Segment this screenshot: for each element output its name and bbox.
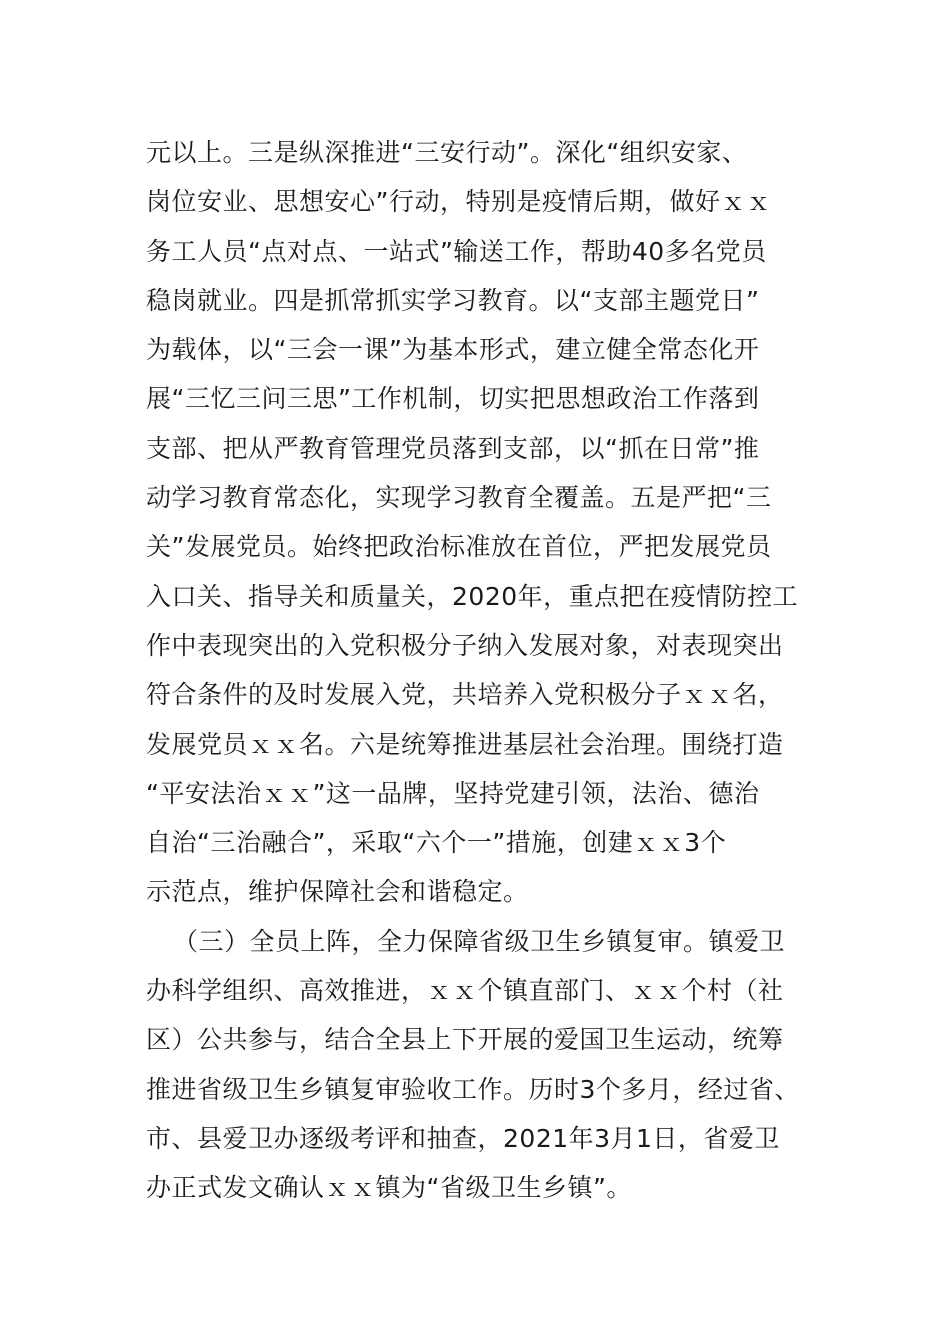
text-line: 元以上。三是纵深推进“三安行动”。深化“组织安家、	[146, 138, 748, 167]
text-line: 示范点，维护保障社会和谐稳定。	[146, 877, 529, 907]
text-line: 岗位安业、思想安心”行动，特别是疫情后期，做好ｘｘ	[146, 187, 772, 217]
text-line: 作中表现突出的入党积极分子纳入发展对象，对表现突出	[146, 630, 784, 660]
text-line: 办科学组织、高效推进，ｘｘ个镇直部门、ｘｘ个村（社	[146, 976, 784, 1006]
text-line: 自治“三治融合”，采取“六个一”措施，创建ｘｘ3个	[146, 828, 727, 858]
text-line: 区）公共参与，结合全县上下开展的爱国卫生运动，统筹	[146, 1025, 784, 1055]
text-line: 支部、把从严教育管理党员落到支部，以“抓在日常”推	[146, 433, 760, 463]
text-line: 入口关、指导关和质量关，2020年，重点把在疫情防控工	[146, 581, 799, 611]
text-line: 推进省级卫生乡镇复审验收工作。历时3个多月，经过省、	[146, 1074, 800, 1104]
text-line: 市、县爱卫办逐级考评和抽查，2021年3月1日，省爱卫	[146, 1123, 780, 1153]
text-line: 为载体，以“三会一课”为基本形式，建立健全常态化开	[146, 335, 760, 365]
text-line: 关”发展党员。始终把政治标准放在首位，严把发展党员	[146, 532, 772, 562]
body-text	[146, 128, 836, 1213]
text-line: 稳岗就业。四是抓常抓实学习教育。以“支部主题党日”	[146, 285, 760, 315]
text-line: 展“三忆三问三思”工作机制，切实把思想政治工作落到	[146, 384, 760, 414]
text-line: 符合条件的及时发展入党，共培养入党积极分子ｘｘ名，	[146, 680, 784, 710]
text-line: “平安法治ｘｘ”这一品牌，坚持党建引领，法治、德治	[146, 778, 760, 808]
text-line: 务工人员“点对点、一站式”输送工作，帮助40多名党员	[146, 236, 767, 266]
text-line: 发展党员ｘｘ名。六是统筹推进基层社会治理。围绕打造	[146, 729, 784, 759]
text-line: 动学习教育常态化，实现学习教育全覆盖。五是严把“三	[146, 483, 772, 513]
section-heading-line: （三）全员上阵，全力保障省级卫生乡镇复审。镇爱卫	[173, 926, 786, 956]
text-line: 办正式发文确认ｘｘ镇为“省级卫生乡镇”。	[146, 1173, 632, 1203]
